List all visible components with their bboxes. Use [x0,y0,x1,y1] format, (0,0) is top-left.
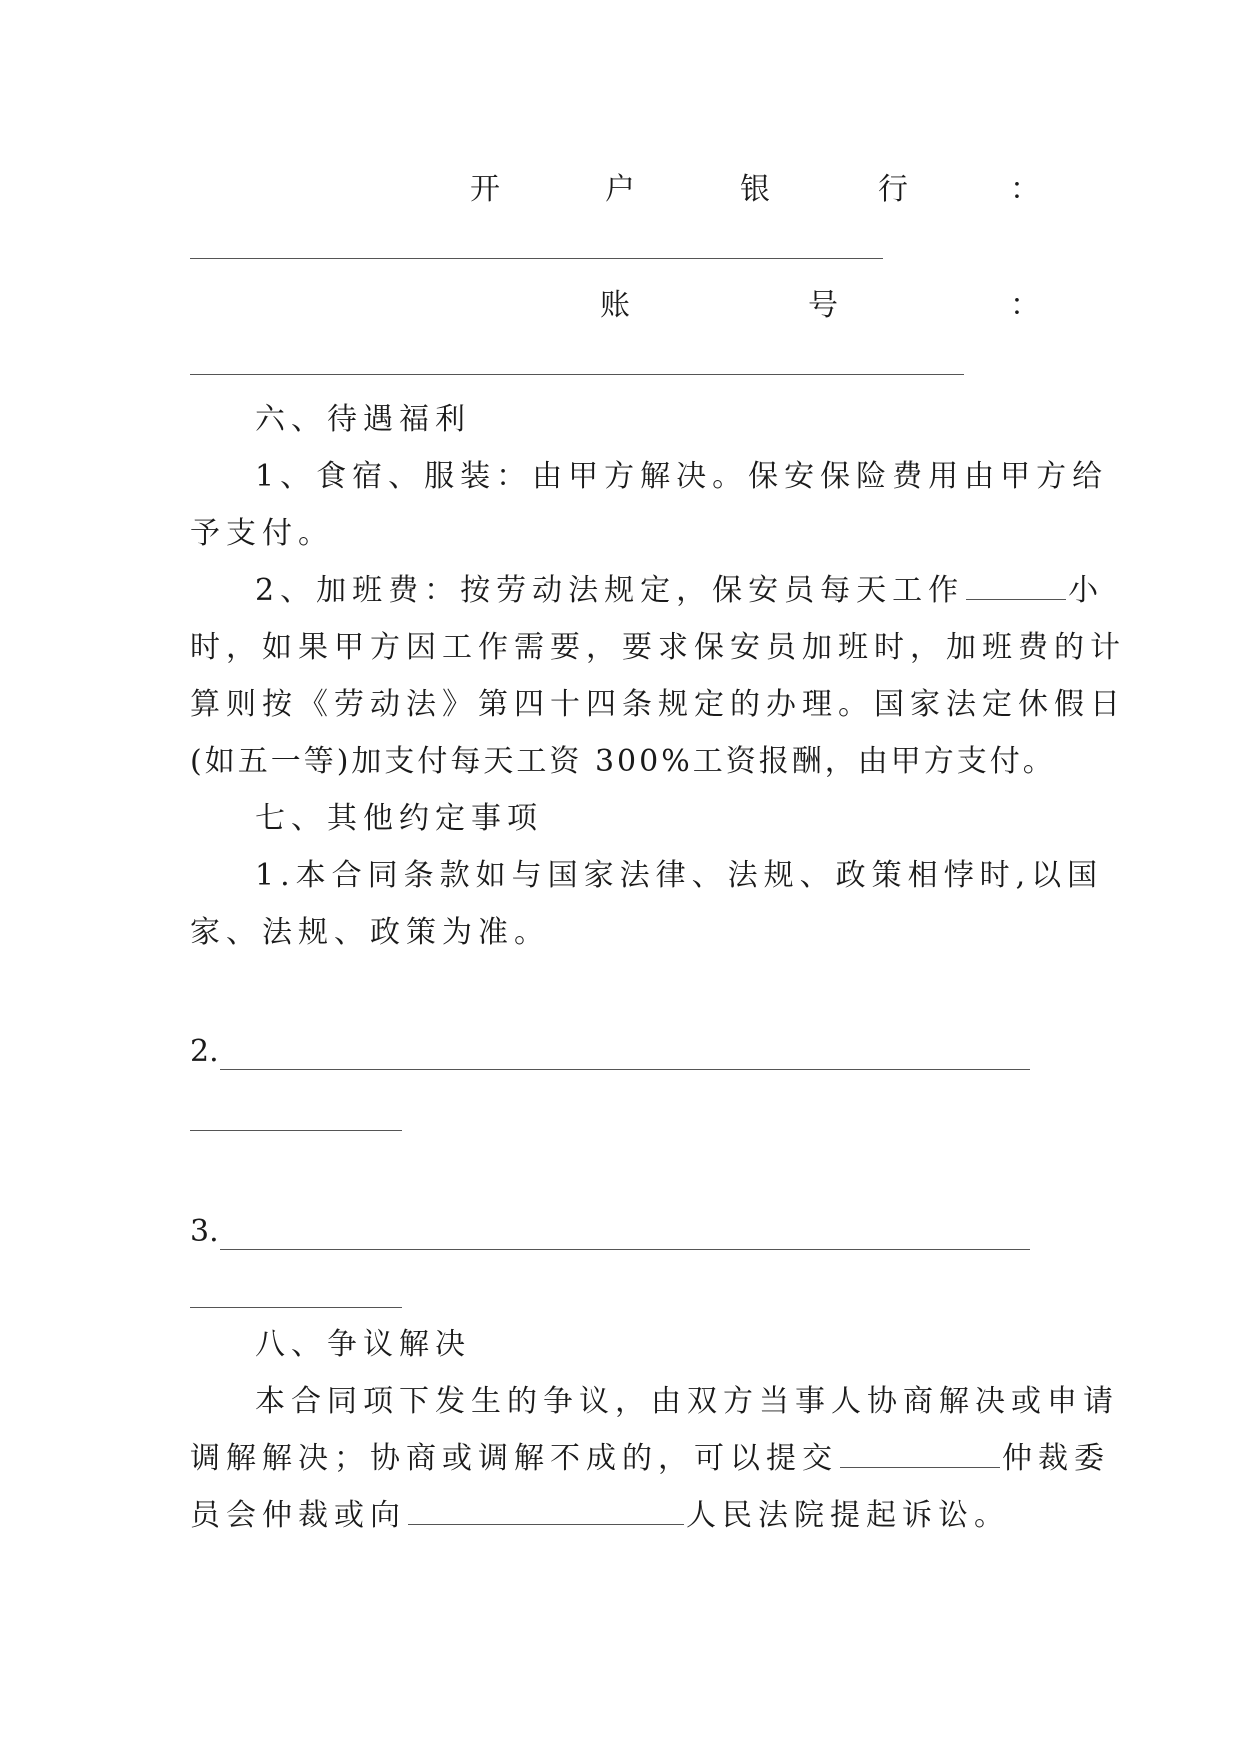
section6-item2-line3: 算则按《劳动法》第四十四条规定的办理。国家法定休假日 [190,687,1126,722]
section8-line2-b: 仲裁委 [1002,1441,1110,1476]
account-char-1: 账 [600,288,630,323]
bank-char-2: 户 [605,172,635,207]
account-char-2: 号 [808,288,838,323]
section6-heading: 六、待遇福利 [255,402,471,437]
court-blank [408,1494,684,1525]
item3-blank-line-1 [220,1249,1030,1250]
section6-item2-line1-b: 小 [1068,573,1105,608]
item3-blank-line-2 [190,1307,402,1308]
section6-item1-line2: 予支付。 [190,516,334,551]
section7-item2-label: 2. [190,1034,219,1069]
section6-item2-line1-a: 2、加班费：按劳动法规定，保安员每天工作 [255,573,965,608]
section6-item1-line1: 1、食宿、服装：由甲方解决。保安保险费用由甲方给 [255,459,1109,494]
bank-colon: ： [1010,172,1040,207]
account-colon: ： [1010,288,1040,323]
section8-line1: 本合同项下发生的争议，由双方当事人协商解决或申请 [255,1384,1119,1419]
section8-line2-a: 调解解决；协商或调解不成的，可以提交 [190,1441,838,1476]
item2-blank-line-1 [220,1069,1030,1070]
section8-line3-a: 员会仲裁或向 [190,1498,406,1533]
section6-item2-line4: (如五一等)加支付每天工资 300%工资报酬，由甲方支付。 [190,744,1056,779]
account-blank-line [190,374,964,375]
bank-char-1: 开 [470,172,500,207]
section7-item1-line1: 1.本合同条款如与国家法律、法规、政策相悖时,以国 [255,858,1104,893]
work-hours-blank [966,569,1066,600]
bank-char-3: 银 [740,172,770,207]
bank-char-4: 行 [878,172,908,207]
section6-item2-line2: 时，如果甲方因工作需要，要求保安员加班时，加班费的计 [190,630,1126,665]
section7-item3-label: 3. [190,1214,219,1249]
item2-blank-line-2 [190,1130,402,1131]
section8-line3-b: 人民法院提起诉讼。 [686,1498,1010,1533]
bank-blank-line [190,258,883,259]
arbitration-blank [840,1437,1000,1468]
section7-item1-line2: 家、法规、政策为准。 [190,915,550,950]
section7-heading: 七、其他约定事项 [255,801,543,836]
section8-heading: 八、争议解决 [255,1327,471,1362]
